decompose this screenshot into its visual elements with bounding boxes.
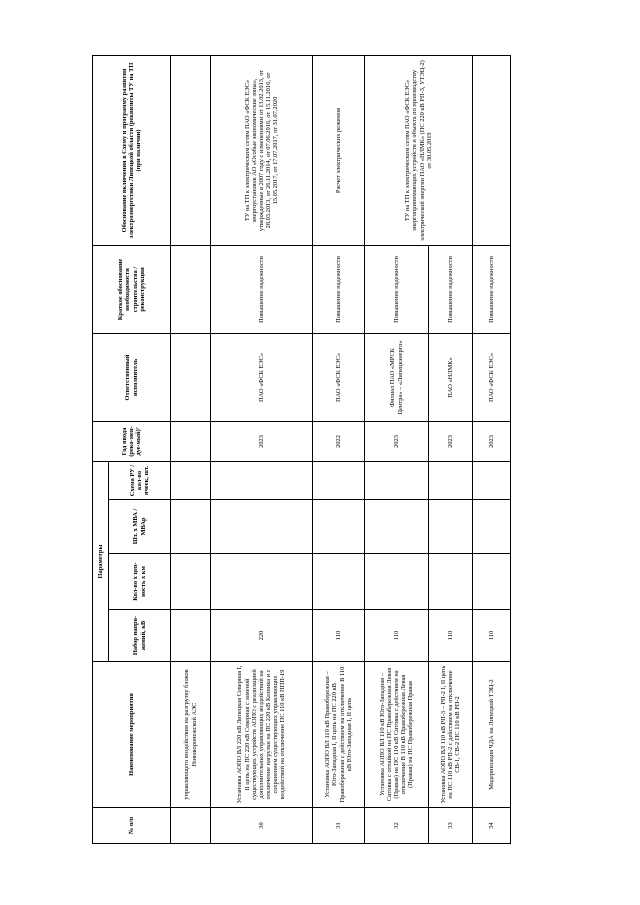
- cell-transformers: [171, 500, 211, 554]
- header-name: Наименование мероприятия: [93, 662, 171, 808]
- cell-year: 2023: [473, 422, 511, 462]
- cell-switchgear: [365, 462, 429, 500]
- cell-basis: ТУ на ТП к электрическим сетям ПАО «ФСК ЕЭС» энергоустановок АО «Особые экономические зоны», утвержденные в 2007 году с изменениями от 13.02.2013, от 28.03.2013, от 26.11.2014, от 07.06.2016, от 15.11.2016, от 15.05.2017, от 17.07.2017, от 31.07.2020: [211, 56, 313, 246]
- header-year: Год ввода (реко-мен-дуе-мый)⁷: [93, 422, 171, 462]
- header-basis: Обоснование включения в Схему и программу развития электроэнергетики Липецкой области (реквизиты ТУ на ТП (при наличии): [93, 56, 171, 246]
- cell-voltage: 110: [473, 610, 511, 662]
- cell-num: [171, 808, 211, 844]
- cell-name: Модернизация ЧДА на Липецкой ТЭЦ-2: [473, 662, 511, 808]
- cell-num: 32: [365, 808, 429, 844]
- rotated-table-wrapper: [92, 56, 510, 844]
- cell-executor: ПАО «НЛМК»: [429, 334, 473, 422]
- cell-year: 2023: [211, 422, 313, 462]
- header-row-1: [93, 56, 109, 844]
- header-executor: Ответственный исполнитель: [93, 334, 171, 422]
- cell-switchgear: [313, 462, 365, 500]
- cell-length: [473, 554, 511, 610]
- header-num: № п/п: [93, 808, 171, 844]
- cell-rationale: Повышение надежности: [313, 246, 365, 334]
- header-transformers: Шт. х МВА / МВАр: [109, 500, 171, 554]
- table-row: [211, 56, 313, 844]
- cell-basis: [473, 56, 511, 246]
- cell-transformers: [473, 500, 511, 554]
- cell-basis: ТУ на ТП к электрическим сетям ПАО «ФСК ЕЭС» энергопринимающих устройств и объекта по производству электрической энергии ПАО «НЛМК» (ПС 220 кВ РП-3, УТЭЦ-2) от 30.05.2019: [365, 56, 473, 246]
- cell-name: Установка АОПО ВЛ 110 кВ РП-3 – РП-2 I, II цепь на ПС 110 кВ РП-2 с действием на отключение СВ-1, СВ-2 ПС 110 кВ РП-2: [429, 662, 473, 808]
- cell-voltage: 220: [211, 610, 313, 662]
- cell-rationale: Повышение надежности: [473, 246, 511, 334]
- cell-name: управляющего воздействия на разгрузку блоков Нововоронежской АЭС: [171, 662, 211, 808]
- cell-name: Установка АОПО ВЛ 110 кВ Юго-Западная – Ситовка с отпайкой на ПС Правобережная Левая (Правая) на ПС 110 кВ Ситовка с действием на отключение В 110 кВ Правобережная Левая (Правая) на ПС Правобережная Правая: [365, 662, 429, 808]
- cell-transformers: [429, 500, 473, 554]
- cell-transformers: [365, 500, 429, 554]
- cell-switchgear: [171, 462, 211, 500]
- cell-transformers: [211, 500, 313, 554]
- cell-num: 30: [211, 808, 313, 844]
- cell-name: Установка АОПО ВЛ 220 кВ Липецкая Северная I, II цепь на ПС 220 кВ Северная с заменой существующих устройств АОПО с реализацией дополнительных управляющих воздействий на отключение нагрузки на ПС 220 кВ Казинка и с сохранением существующих управляющих воздействий на отключение ПС 110 кВ ППП-19: [211, 662, 313, 808]
- investment-measures-table: [92, 55, 511, 844]
- cell-executor: Филиал ПАО «МРСК Центра» – «Липецкэнерго»: [365, 334, 429, 422]
- cell-length: [171, 554, 211, 610]
- cell-switchgear: [211, 462, 313, 500]
- cell-year: 2023: [365, 422, 429, 462]
- cell-executor: ПАО «ФСК ЕЭС»: [211, 334, 313, 422]
- cell-length: [313, 554, 365, 610]
- cell-length: [365, 554, 429, 610]
- cell-rationale: Повышение надежности: [365, 246, 429, 334]
- cell-num: 33: [429, 808, 473, 844]
- cell-rationale: [171, 246, 211, 334]
- cell-rationale: Повышение надежности: [211, 246, 313, 334]
- header-voltage: Набор напря-жений, кВ: [109, 610, 171, 662]
- cell-voltage: 110: [313, 610, 365, 662]
- cell-rationale: Повышение надежности: [429, 246, 473, 334]
- table-row: [313, 56, 365, 844]
- cell-num: 31: [313, 808, 365, 844]
- cell-year: 2022: [313, 422, 365, 462]
- cell-voltage: 110: [365, 610, 429, 662]
- table-row: [473, 56, 511, 844]
- continuation-row: [171, 56, 211, 844]
- header-length: Кол-во х цеп-ность х км: [109, 554, 171, 610]
- cell-executor: [171, 334, 211, 422]
- cell-length: [429, 554, 473, 610]
- header-rationale: Краткое обоснование необходимости строительства / реконструкции: [93, 246, 171, 334]
- cell-voltage: [171, 610, 211, 662]
- cell-executor: ПАО «ФСК ЕЭС»: [473, 334, 511, 422]
- table-row: [365, 56, 429, 844]
- cell-basis: Расчет электрических режимов: [313, 56, 365, 246]
- header-params: Параметры: [93, 462, 109, 662]
- cell-executor: ПАО «ФСК ЕЭС»: [313, 334, 365, 422]
- cell-switchgear: [473, 462, 511, 500]
- cell-name: Установка АОПО ВЛ 110 кВ Правобережная – Юго-Западная I, II цепь на ПС 220 кВ Правобережная с действием на отключение В 110 кВ Юго-Западная I, II цепь: [313, 662, 365, 808]
- cell-num: 34: [473, 808, 511, 844]
- cell-length: [211, 554, 313, 610]
- cell-transformers: [313, 500, 365, 554]
- cell-year: 2023: [429, 422, 473, 462]
- cell-voltage: 110: [429, 610, 473, 662]
- cell-switchgear: [429, 462, 473, 500]
- cell-basis: [171, 56, 211, 246]
- header-switchgear: Схема РУ / кол-во ячеек, шт.: [109, 462, 171, 500]
- cell-year: [171, 422, 211, 462]
